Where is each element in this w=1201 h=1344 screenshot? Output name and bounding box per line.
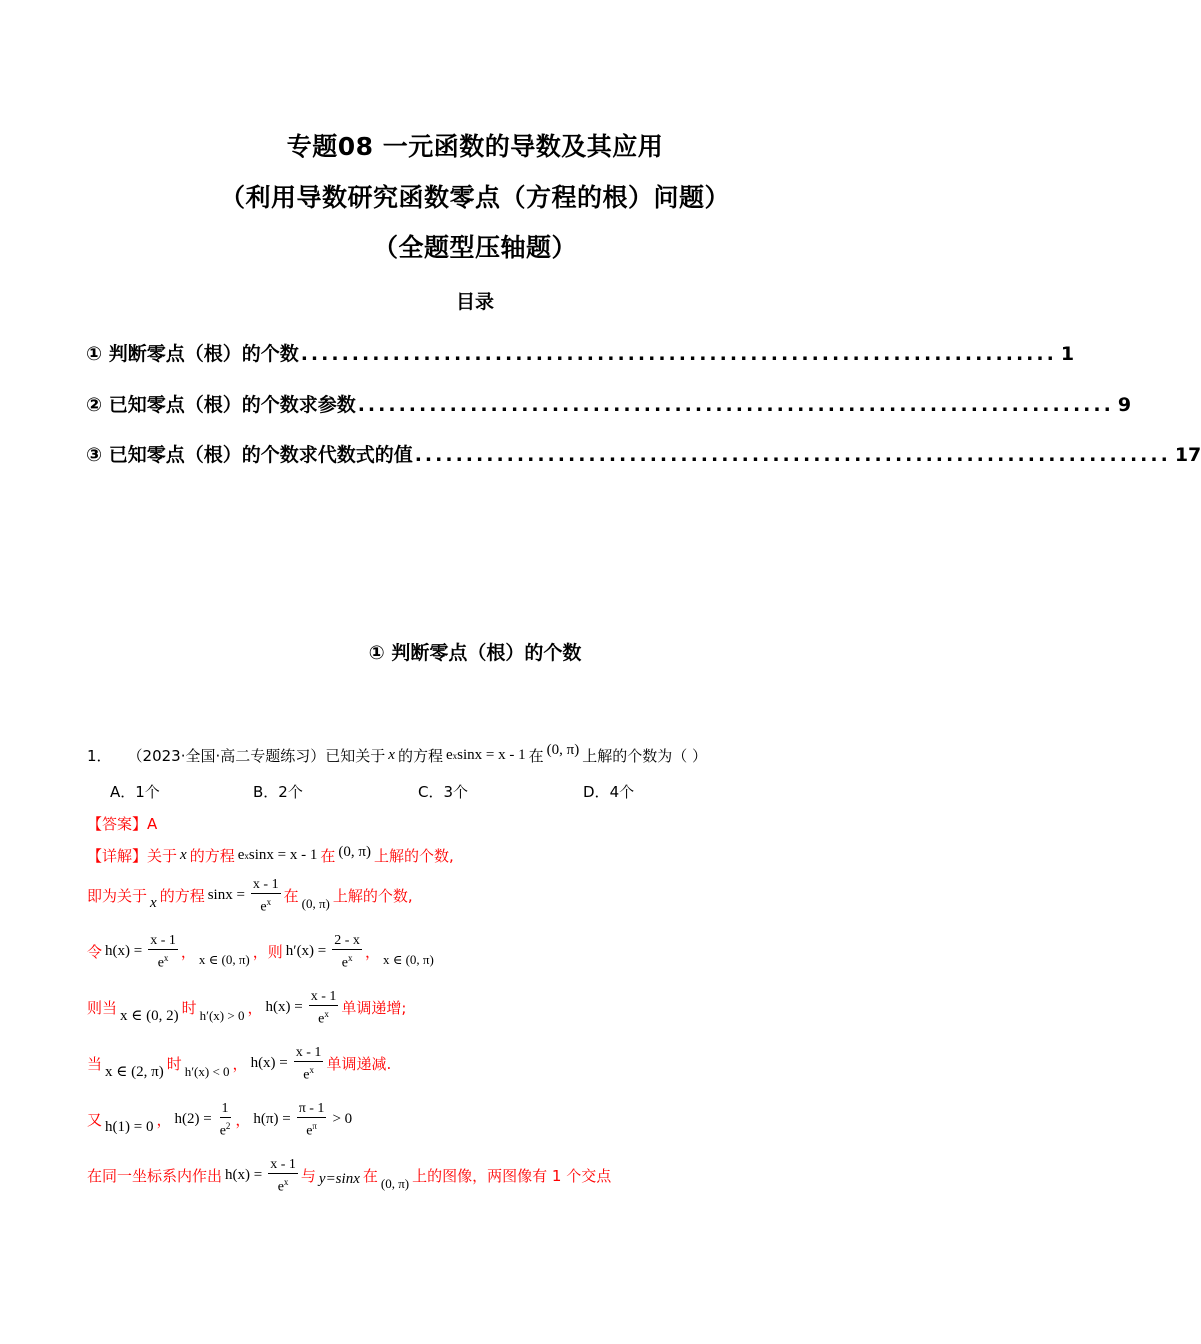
den-base: e xyxy=(219,1123,226,1139)
den-sup: x xyxy=(266,897,272,907)
solution-text: ， xyxy=(180,943,196,962)
solution-line-2 xyxy=(87,876,413,916)
eq-base: e xyxy=(237,847,245,863)
math-h1: h(1) = 0 xyxy=(105,1119,154,1136)
eq-sup: x xyxy=(244,850,249,861)
fraction-denominator xyxy=(304,1118,319,1140)
option-text: 3个 xyxy=(443,783,469,801)
option-letter: D． xyxy=(583,783,610,801)
fraction xyxy=(297,1100,327,1140)
math-inequality: > 0 xyxy=(332,1111,353,1128)
option-b[interactable] xyxy=(253,781,303,802)
den-base: e xyxy=(341,955,348,971)
solution-text: ， xyxy=(232,1055,248,1074)
solution-text: 时 xyxy=(181,999,197,1018)
math-equation xyxy=(238,847,318,864)
title-line-3: （全题型压轴题） xyxy=(372,233,577,262)
solution-text: 与 xyxy=(300,1167,316,1186)
option-letter: B． xyxy=(253,783,279,801)
solution-line-1 xyxy=(87,845,454,866)
solution-text: 上解的个数, xyxy=(373,847,454,865)
solution-text: ，则 xyxy=(252,943,283,962)
fraction xyxy=(332,932,362,972)
den-sup: x xyxy=(347,953,353,963)
toc-heading: 目录 xyxy=(455,291,494,313)
toc-item[interactable] xyxy=(86,440,1201,468)
math-domain: x ∈ (0, π) xyxy=(382,951,434,967)
math-hprime: h′(x) = xyxy=(285,943,327,960)
eq-rest: sinx = x - 1 xyxy=(248,847,318,863)
stem-text: 的方程 xyxy=(397,747,443,765)
question-stem xyxy=(87,742,707,766)
fraction xyxy=(268,1156,298,1196)
toc-item-label: ① 判断零点（根）的个数 xyxy=(86,343,299,365)
solution-text: 则当 xyxy=(87,999,118,1018)
solution-text: 的方程 xyxy=(159,887,205,906)
solution-text: 在同一坐标系内作出 xyxy=(87,1167,223,1186)
toc-item-page: 1 xyxy=(1060,343,1075,365)
den-base: e xyxy=(306,1123,313,1139)
solution-text: 令 xyxy=(87,943,103,962)
toc-item-label: ② 已知零点（根）的个数求参数 xyxy=(86,394,356,416)
stem-text: 上解的个数为（ ） xyxy=(582,747,707,765)
den-sup: x xyxy=(324,1009,329,1019)
toc-item-page: 17 xyxy=(1174,444,1201,466)
solution-text: 即为关于 xyxy=(87,887,148,906)
solution-text: 上的图像，两图像有 1 个交点 xyxy=(412,1167,612,1186)
solution-line-4 xyxy=(87,988,406,1028)
math-interval: (0, π) xyxy=(338,844,371,860)
toc-item[interactable] xyxy=(86,339,1075,367)
solution-text: 上解的个数, xyxy=(332,887,413,906)
den-base: e xyxy=(260,899,267,915)
solution-tag: 【详解】 xyxy=(87,847,148,865)
math-equation xyxy=(446,747,526,764)
fraction-numerator: x - 1 xyxy=(270,1157,296,1172)
math-interval: (0, π) xyxy=(380,1175,410,1191)
math-inequality: h′(x) > 0 xyxy=(199,1007,245,1023)
toc-item-label: ③ 已知零点（根）的个数求代数式的值 xyxy=(86,444,413,466)
solution-text: 在 xyxy=(362,1167,378,1186)
math-var xyxy=(388,747,395,764)
solution-text: 在 xyxy=(283,887,299,906)
fraction xyxy=(309,988,339,1028)
math-inequality: h′(x) < 0 xyxy=(184,1063,230,1079)
solution-text: 的方程 xyxy=(189,847,235,865)
fraction-numerator: x - 1 xyxy=(310,989,337,1004)
question-number: 1． xyxy=(87,747,112,765)
toc-item[interactable] xyxy=(86,390,1132,418)
fraction xyxy=(251,876,281,916)
solution-line-6 xyxy=(87,1100,355,1140)
toc-leader-dots: .......................................................................... xyxy=(414,444,1171,466)
option-letter: C． xyxy=(418,783,444,801)
fraction-numerator: x - 1 xyxy=(150,933,176,948)
fraction-denominator xyxy=(340,950,355,972)
solution-text: 关于 xyxy=(147,847,178,865)
math-eq-lhs: sinx = xyxy=(207,887,245,904)
solution-text: ， xyxy=(235,1111,251,1130)
stem-text: 已知关于 xyxy=(325,747,386,765)
den-sup: x xyxy=(163,953,169,963)
y-equals-sinx: y=sinx xyxy=(318,1171,360,1188)
den-sup: x xyxy=(283,1177,289,1187)
solution-text: 当 xyxy=(87,1055,103,1074)
math-h: h(x) = xyxy=(105,943,143,960)
fraction-denominator xyxy=(316,1006,331,1028)
math-var xyxy=(180,847,187,864)
fraction-denominator xyxy=(276,1174,291,1196)
fraction-denominator xyxy=(258,894,273,916)
fraction-numerator: x - 1 xyxy=(252,877,279,892)
toc-leader-dots: .......................................................................... xyxy=(357,394,1114,416)
math-var xyxy=(150,895,157,912)
solution-text: 时 xyxy=(166,1055,182,1074)
option-c[interactable] xyxy=(418,781,468,802)
solution-text: ， xyxy=(364,943,380,962)
solution-text: 单调递增; xyxy=(341,999,407,1018)
title-line-2: （利用导数研究函数零点（方程的根）问题） xyxy=(219,183,730,212)
math-h: h(x) = xyxy=(225,1167,263,1184)
den-sup: 2 xyxy=(225,1121,231,1131)
toc-item-page: 9 xyxy=(1117,394,1132,416)
math-domain: x ∈ (0, π) xyxy=(198,951,250,967)
fraction-numerator: π - 1 xyxy=(298,1101,325,1116)
solution-line-5 xyxy=(87,1044,391,1084)
math-sin xyxy=(319,1171,360,1188)
fraction-numerator: x - 1 xyxy=(295,1045,322,1060)
math-hpi: h(π) = xyxy=(253,1111,291,1128)
math-h2: h(2) = xyxy=(174,1111,212,1128)
fraction-denominator xyxy=(156,950,171,972)
eq-sup: x xyxy=(452,750,458,761)
math-interval: (0, π) xyxy=(301,895,330,911)
var-x: x xyxy=(388,747,395,763)
solution-text: 在 xyxy=(320,847,336,865)
option-text: 2个 xyxy=(278,783,303,801)
math-h: h(x) = xyxy=(265,999,303,1016)
var-x: x xyxy=(180,847,187,863)
solution-text: ， xyxy=(247,999,263,1018)
den-sup: π xyxy=(312,1121,317,1131)
solution-text: 又 xyxy=(87,1111,103,1130)
title-line-1: 专题08 一元函数的导数及其应用 xyxy=(286,132,664,161)
fraction xyxy=(218,1100,233,1140)
den-sup: x xyxy=(309,1065,314,1075)
var-x: x xyxy=(150,895,157,912)
option-letter: A． xyxy=(110,783,136,801)
solution-line-7 xyxy=(87,1156,611,1196)
den-base: e xyxy=(318,1011,325,1027)
fraction xyxy=(148,932,178,972)
toc-leader-dots: .......................................................................... xyxy=(300,343,1057,365)
fraction-denominator xyxy=(218,1118,233,1140)
den-base: e xyxy=(303,1067,310,1083)
section-heading: ① 判断零点（根）的个数 xyxy=(368,642,582,664)
option-a[interactable] xyxy=(110,781,160,802)
fraction-numerator: 2 - x xyxy=(334,933,360,948)
den-base: e xyxy=(157,955,164,971)
eq-base: e xyxy=(445,747,453,763)
math-h: h(x) = xyxy=(250,1055,288,1072)
solution-text: ， xyxy=(156,1111,172,1130)
eq-rest: sinx = x - 1 xyxy=(457,747,526,763)
fraction-numerator: 1 xyxy=(221,1101,229,1116)
option-text: 4个 xyxy=(609,783,635,801)
question-source: （2023·全国·高二专题练习） xyxy=(127,747,326,765)
fraction-denominator xyxy=(301,1062,316,1084)
stem-text: 在 xyxy=(528,747,544,765)
solution-line-3 xyxy=(87,932,437,972)
math-interval: (0, π) xyxy=(546,742,580,758)
solution-text: 单调递减. xyxy=(326,1055,392,1074)
den-base: e xyxy=(277,1179,284,1195)
option-text: 1个 xyxy=(135,783,160,801)
option-d[interactable] xyxy=(583,781,634,802)
fraction xyxy=(294,1044,324,1084)
math-condition: x ∈ (2, π) xyxy=(105,1064,164,1081)
math-condition: x ∈ (0, 2) xyxy=(120,1008,179,1025)
answer-line: 【答案】A xyxy=(87,815,158,833)
